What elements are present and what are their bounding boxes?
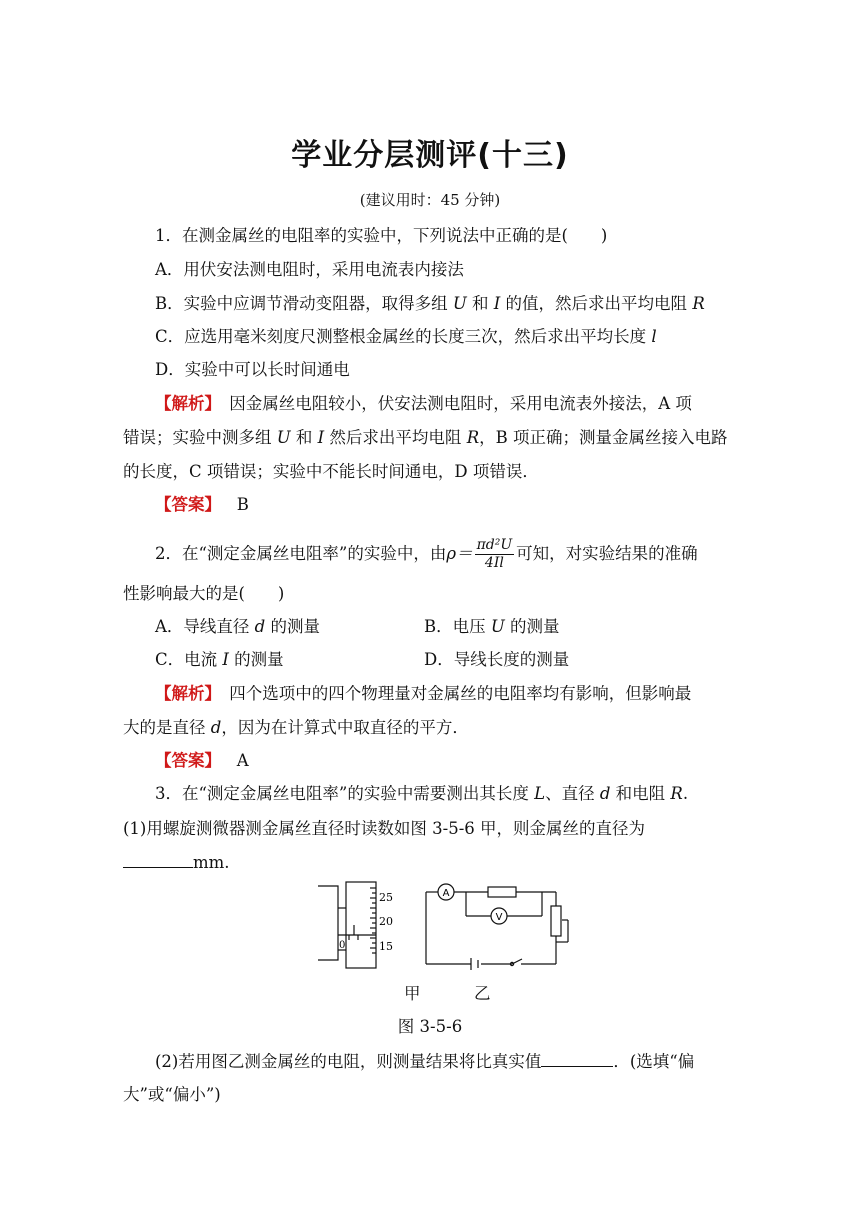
answer-blank [123,851,193,868]
analysis-tag: 【解析】 [155,394,213,413]
q1-answer: 【答案】 B [155,495,249,514]
q1-analysis-line2: 错误；实验中测多组 U 和 I 然后求出平均电阻 R，B 项正确；测量金属丝接入电路 [123,428,728,447]
q2-stem-line2: 性影响最大的是( ) [123,584,285,603]
q2-option-b: B．电压 U 的测量 [424,617,560,636]
voltmeter-label: V [495,912,503,923]
q2-answer: 【答案】 A [155,751,249,770]
q1-stem: 1．在测金属丝的电阻率的实验中，下列说法中正确的是( ) [155,226,608,245]
q3-stem: 3．在“测定金属丝电阻率”的实验中需要测出其长度 L、直径 d 和电阻 R. [155,784,689,803]
page-title: 学业分层测评(十三) [291,138,569,173]
q1-option-b: B．实验中应调节滑动变阻器，取得多组 U 和 I 的值，然后求出平均电阻 R [155,294,705,313]
answer-blank [541,1050,613,1067]
suggested-time: (建议用时：45 分钟) [359,191,501,209]
q3-part2-line2: 大”或“偏小”) [123,1085,221,1104]
q2-analysis-line2: 大的是直径 d，因为在计算式中取直径的平方． [123,718,469,737]
micrometer-diagram [318,882,376,968]
micrometer-tick-label: 25 [379,891,393,904]
q3-part1-line2: mm. [123,851,230,874]
q1-analysis-line3: 的长度，C 项错误；实验中不能长时间通电，D 项错误． [123,462,539,481]
q1-option-c: C．应选用毫米刻度尺测整根金属丝的长度三次，然后求出平均长度 l [155,327,657,346]
resistivity-formula: $\frac{\text{πd²U}}{4Il}$ [476,537,513,571]
micrometer-zero-label: 0 [339,940,346,951]
q1-option-a: A．用伏安法测电阻时，采用电流表内接法 [155,260,464,279]
q3-part2-line1: (2)若用图乙测金属丝的电阻，则测量结果将比真实值 ．(选填“偏 [155,1052,695,1071]
figure-label-jia: 甲 [404,984,421,1003]
q2-stem: 2．在“测定金属丝电阻率”的实验中，由ρ＝ $\frac{\text{πd²U}}{4Il}$ 可知，对实验结果的准确 [155,537,698,571]
q2-analysis-line1: 【解析】 四个选项中的四个物理量对金属丝的电阻率均有影响，但影响最 [155,684,692,703]
q1-option-d: D．实验中可以长时间通电 [155,360,350,379]
answer-tag: 【答案】 [155,751,221,770]
q2-option-d: D．导线长度的测量 [424,650,570,669]
answer-tag: 【答案】 [155,495,221,514]
micrometer-tick-label: 15 [379,940,393,953]
q3-part1-line1: (1)用螺旋测微器测金属丝直径时读数如图 3-5-6 甲，则金属丝的直径为 [123,819,646,838]
q1-analysis-line1: 【解析】 因金属丝电阻较小，伏安法测电阻时，采用电流表外接法，A 项 [155,394,692,413]
q2-option-c: C．电流 I 的测量 [155,650,284,669]
figure-label-yi: 乙 [474,984,491,1003]
q2-option-a: A．导线直径 d 的测量 [155,617,320,636]
figure-caption: 图 3-5-6 [397,1017,463,1036]
ammeter-label: A [442,888,450,899]
figure-3-5-6 [316,880,576,972]
analysis-tag: 【解析】 [155,684,213,703]
micrometer-tick-label: 20 [379,915,393,928]
